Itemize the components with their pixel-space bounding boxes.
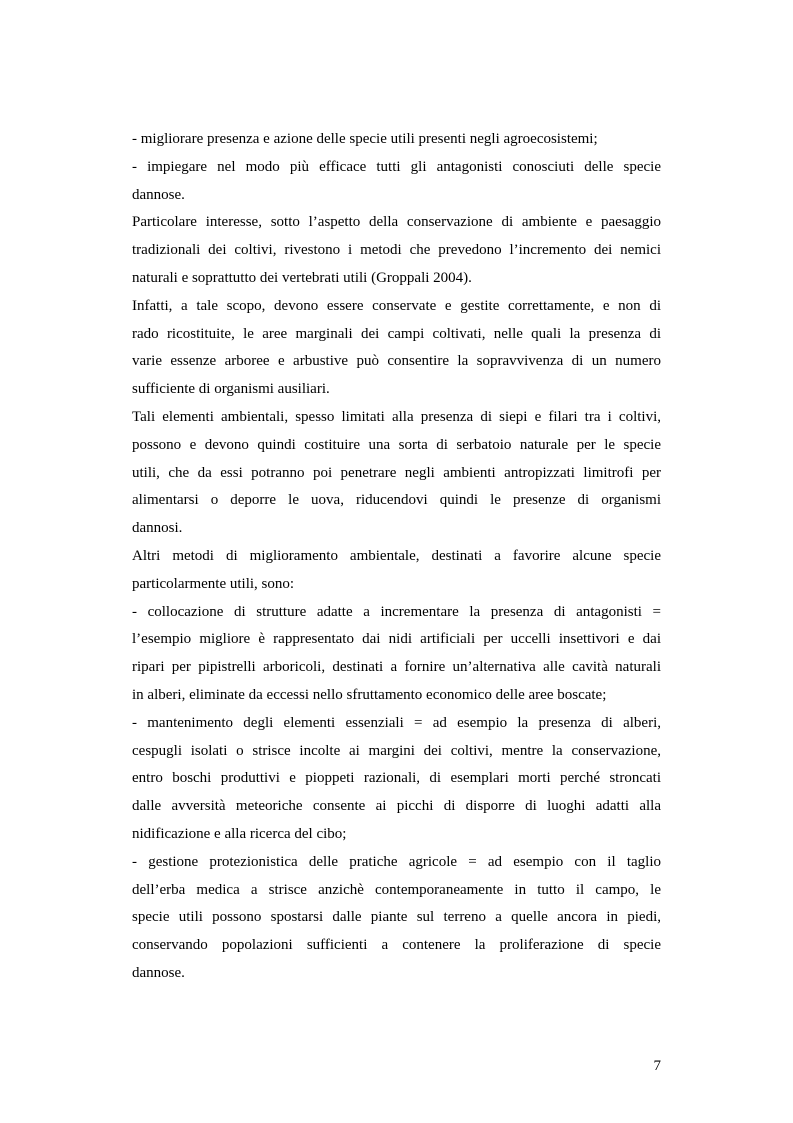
text-line: entro boschi produttivi e pioppeti razionali, di esemplari morti perché stroncati bbox=[132, 770, 661, 787]
text-line: dannose. bbox=[132, 964, 185, 981]
text-line: dannose. bbox=[132, 186, 185, 203]
text-line: ripari per pipistrelli arboricoli, destinati a fornire un’alternativa alle cavità naturali bbox=[132, 659, 661, 676]
text-line: alimentarsi o deporre le uova, riducendovi quindi le presenze di organismi bbox=[132, 492, 661, 509]
text-line: in alberi, eliminate da eccessi nello sfruttamento economico delle aree boscate; bbox=[132, 686, 607, 703]
text-line: - migliorare presenza e azione delle specie utili presenti negli agroecosistemi; bbox=[132, 131, 598, 147]
body-text bbox=[132, 126, 661, 988]
text-line: specie utili possono spostarsi dalle piante sul terreno a quelle ancora in piedi, bbox=[132, 909, 661, 926]
page-number: 7 bbox=[653, 1058, 661, 1074]
paragraph bbox=[132, 293, 661, 404]
paragraph bbox=[132, 543, 661, 599]
text-line: - gestione protezionistica delle pratiche agricole = ad esempio con il taglio bbox=[132, 853, 661, 870]
text-line: dalle avversità meteoriche consente ai picchi di disporre di luoghi adatti alla bbox=[132, 798, 661, 815]
text-line: l’esempio migliore è rappresentato dai nidi artificiali per uccelli insettivori e dai bbox=[132, 631, 661, 648]
text-line: - collocazione di strutture adatte a incrementare la presenza di antagonisti = bbox=[132, 603, 661, 620]
text-line: Altri metodi di miglioramento ambientale, destinati a favorire alcune specie bbox=[132, 547, 661, 564]
text-line: Particolare interesse, sotto l’aspetto della conservazione di ambiente e paesaggio bbox=[132, 214, 661, 231]
paragraph bbox=[132, 599, 661, 710]
text-line: rado ricostituite, le aree marginali dei campi coltivati, nelle quali la presenza di bbox=[132, 325, 661, 342]
text-line: - mantenimento degli elementi essenziali = ad esempio la presenza di alberi, bbox=[132, 714, 661, 731]
paragraph bbox=[132, 209, 661, 292]
text-line: Infatti, a tale scopo, devono essere conservate e gestite correttamente, e non di bbox=[132, 297, 661, 314]
text-line: cespugli isolati o strisce incolte ai margini dei coltivi, mentre la conservazione, bbox=[132, 742, 661, 759]
text-line: varie essenze arboree e arbustive può consentire la sopravvivenza di un numero bbox=[132, 353, 661, 370]
text-line: particolarmente utili, sono: bbox=[132, 575, 295, 592]
text-line: utili, che da essi potranno poi penetrare negli ambienti antropizzati limitrofi per bbox=[132, 464, 661, 481]
text-line: possono e devono quindi costituire una sorta di serbatoio naturale per le specie bbox=[132, 436, 661, 453]
text-line: naturali e soprattutto dei vertebrati utili (Groppali 2004). bbox=[132, 269, 472, 286]
paragraph bbox=[132, 154, 661, 210]
text-line: dell’erba medica a strisce anzichè contemporaneamente in tutto il campo, le bbox=[132, 881, 661, 898]
paragraph bbox=[132, 126, 661, 154]
text-line: - impiegare nel modo più efficace tutti gli antagonisti conosciuti delle specie bbox=[132, 158, 661, 175]
paragraph bbox=[132, 404, 661, 543]
paragraph bbox=[132, 710, 661, 849]
text-line: sufficiente di organismi ausiliari. bbox=[132, 381, 330, 398]
text-line: dannosi. bbox=[132, 520, 183, 537]
text-line: tradizionali dei coltivi, rivestono i metodi che prevedono l’incremento dei nemici bbox=[132, 242, 661, 259]
text-line: conservando popolazioni sufficienti a contenere la proliferazione di specie bbox=[132, 937, 661, 954]
text-line: Tali elementi ambientali, spesso limitati alla presenza di siepi e filari tra i coltivi, bbox=[132, 408, 661, 425]
text-line: nidificazione e alla ricerca del cibo; bbox=[132, 825, 347, 842]
paragraph bbox=[132, 849, 661, 988]
